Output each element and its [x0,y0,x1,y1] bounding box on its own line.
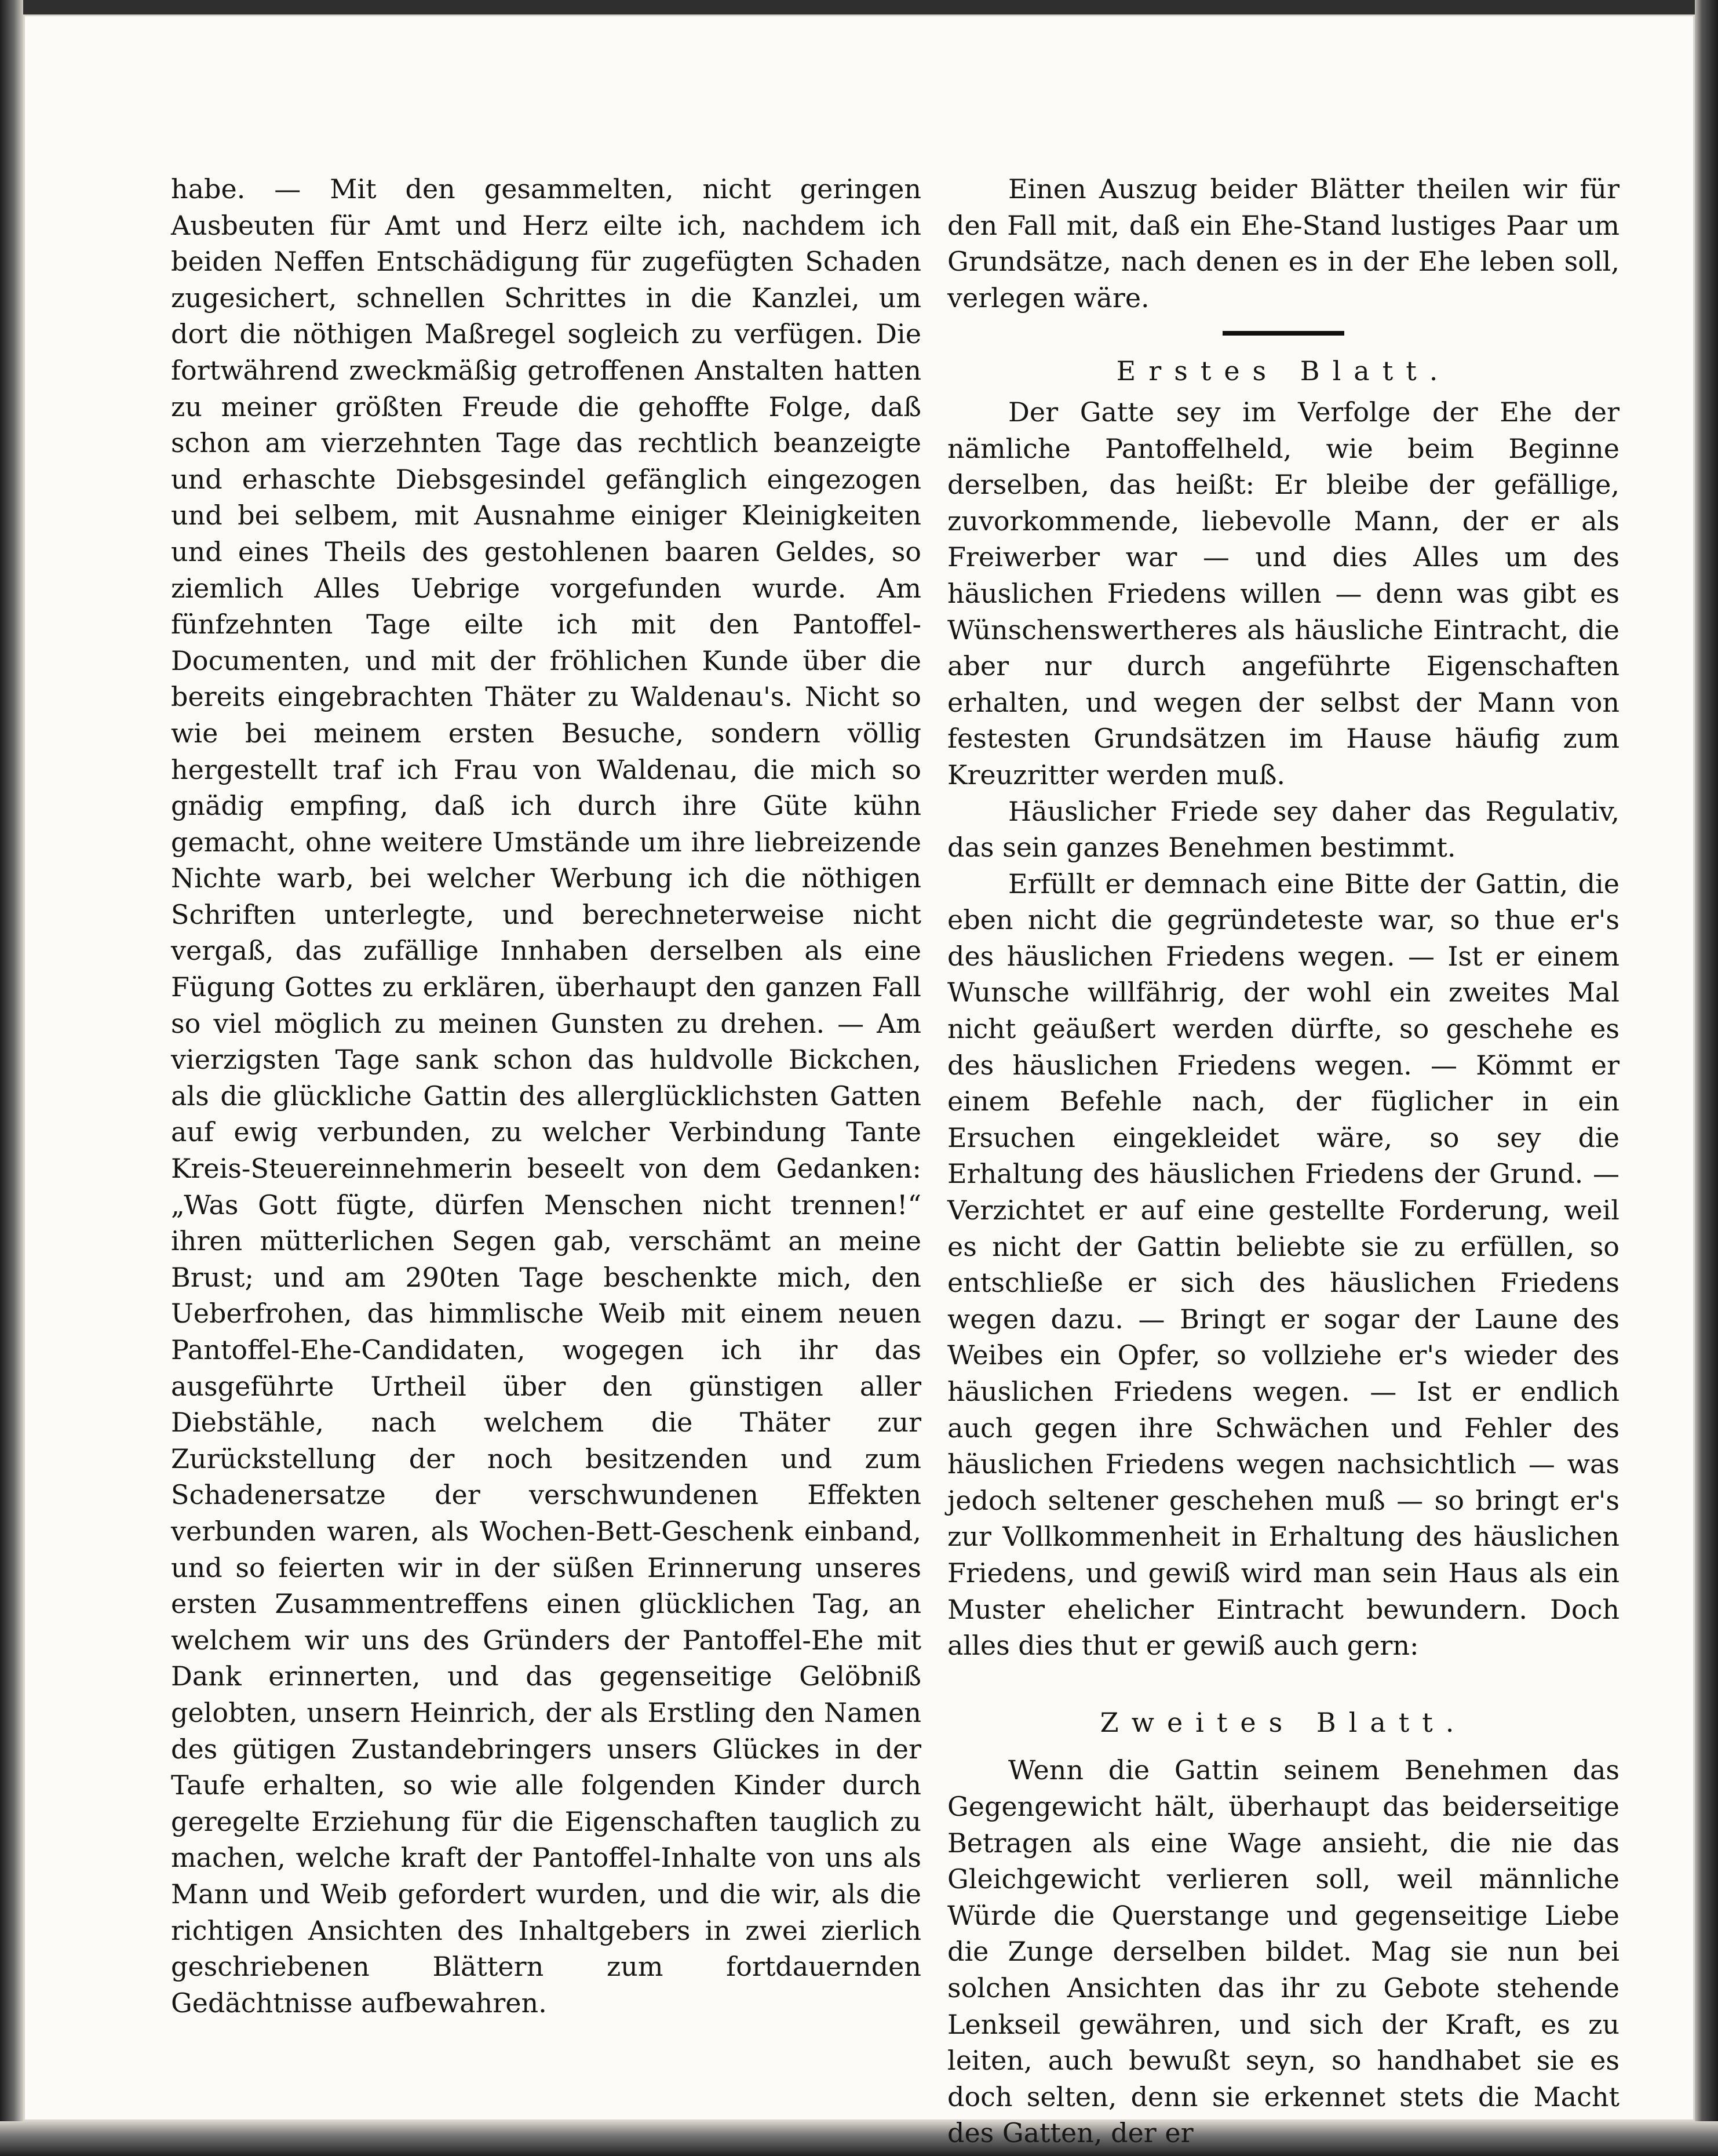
left-binding-edge [0,0,23,2156]
right-text-column [947,171,1619,2151]
paragraph-3: Erfüllt er demnach eine Bitte der Gattin, die eben nicht die gegründeteste war, so thue er's des häuslichen Friedens wegen. — Ist er einem Wunsche willfährig, der wohl ein zweites Mal nicht geäußert werden dürfte, so geschehe es des häuslichen Friedens wegen. — Kömmt er einem Befehle nach, der füglicher in ein Ersuchen eingekleidet wäre, so sey die Erhaltung des häuslichen Friedens der Grund. — Verzichtet er auf eine gestellte Forderung, weil es nicht der Gattin beliebte sie zu erfüllen, so entschließe er sich des häuslichen Friedens wegen dazu. — Bringt er sogar der Laune des Weibes ein Opfer, so vollziehe er's wieder des häuslichen Friedens wegen. — Ist er endlich auch gegen ihre Schwächen und Fehler des häuslichen Friedens wegen nachsichtlich — was jedoch seltener geschehen muß — so bringt er's zur Vollkommenheit in Erhaltung des häuslichen Friedens, und gewiß wird man sein Haus als ein Muster ehelicher Eintracht bewundern. Doch alles dies thut er gewiß auch gern: [947,868,1619,1662]
paragraph-2: Häuslicher Friede sey daher das Regulativ, das sein ganzes Benehmen bestimmt. [947,795,1619,864]
intro-paragraph: Einen Auszug beider Blätter theilen wir für den Fall mit, daß ein Ehe-Stand lustiges Paar um Grundsätze, nach denen es in der Ehe leben soll, verlegen wäre. [947,173,1619,314]
left-paragraph: habe. — Mit den gesammelten, nicht geringen Ausbeuten für Amt und Herz eilte ich, nachdem ich beiden Neffen Entschädigung für zugefügten Schaden zugesichert, schnellen Schrittes in die Kanzlei, um dort die nöthigen Maßregel sogleich zu verfügen. Die fortwährend zweckmäßig getroffenen Anstalten hatten zu meiner größten Freude die gehoffte Folge, daß schon am vierzehnten Tage das rechtlich beanzeigte und erhaschte Diebsgesindel gefänglich eingezogen und bei selbem, mit Ausnahme einiger Kleinigkeiten und eines Theils des gestohlenen baaren Geldes, so ziemlich Alles Uebrige vorgefunden wurde. Am fünfzehnten Tage eilte ich mit den Pantoffel-Documenten, und mit der fröhlichen Kunde über die bereits eingebrachten Thäter zu Waldenau's. Nicht so wie bei meinem ersten Besuche, sondern völlig hergestellt traf ich Frau von Waldenau, die mich so gnädig empfing, daß ich durch ihre Güte kühn gemacht, ohne weitere Umstände um ihre liebreizende Nichte warb, bei welcher Werbung ich die nöthigen Schriften unterlegte, und berechneterweise nicht vergaß, das zufällige Innhaben derselben als eine Fügung Gottes zu erklären, überhaupt den ganzen Fall so viel möglich zu meinen Gunsten zu drehen. — Am vierzigsten Tage sank schon das huldvolle Bickchen, als die glückliche Gattin des allerglücklichsten Gatten auf ewig verbunden, zu welcher Verbindung Tante Kreis-Steuereinnehmerin beseelt von dem Gedanken: „Was Gott fügte, dürfen Menschen nicht trennen!“ ihren mütterlichen Segen gab, verschämt an meine Brust; und am 290ten Tage beschenkte mich, den Ueberfrohen, das himmlische Weib mit einem neuen Pantoffel-Ehe-Candidaten, wogegen ich ihr das ausgeführte Urtheil über den günstigen aller Diebstähle, nach welchem die Thäter zur Zurückstellung der noch besitzenden und zum Schadenersatze der verschwundenen Effekten verbunden waren, als Wochen-Bett-Geschenk einband, und so feierten wir in der süßen Erinnerung unseres ersten Zusammentreffens einen glücklichen Tag, an welchem wir uns des Gründers der Pantoffel-Ehe mit Dank erinnerten, und das gegenseitige Gelöbniß gelobten, unsern Heinrich, der als Erstling den Namen des gütigen Zustandebringers unsers Glückes in der Taufe erhalten, so wie alle folgenden Kinder durch geregelte Erziehung für die Eigenschaften tauglich zu machen, welche kraft der Pantoffel-Inhalte von uns als Mann und Weib gefordert wurden, und die wir, als die richtigen Ansichten des Inhaltgebers in zwei zierlich geschriebenen Blättern zum fortdauernden Gedächtnisse aufbewahren. [171,173,921,2019]
paragraph-1: Der Gatte sey im Verfolge der Ehe der nämliche Pantoffelheld, wie beim Beginne derselben, das heißt: Er bleibe der gefällige, zuvorkommende, liebevolle Mann, der er als Freiwerber war — und dies Alles um des häuslichen Friedens willen — denn was gibt es Wünschenswertheres als häusliche Eintracht, die aber nur durch angeführte Eigenschaften erhalten, und wegen der selbst der Mann von festesten Grundsätzen im Hause häufig zum Kreuzritter werden muß. [947,396,1619,791]
heading-zweites-blatt: Zweites Blatt. [1100,1706,1467,1738]
section-divider [1223,331,1344,336]
heading-erstes-blatt: Erstes Blatt. [1116,355,1451,387]
right-page-edge [1695,0,1718,2156]
left-text-column [171,171,921,2021]
paragraph-4: Wenn die Gattin seinem Benehmen das Gegengewicht hält, überhaupt das beiderseitige Betragen als eine Wage ansieht, die nie das Gleichgewicht verlieren soll, weil männliche Würde die Querstange und gegenseitige Liebe die Zunge derselben bildet. Mag sie nun bei solchen Ansichten das ihr zu Gebote stehende Lenkseil gewähren, und sich der Kraft, es zu leiten, auch bewußt seyn, so handhabet sie es doch selten, denn sie erkennet stets die Macht des Gatten, der er [947,1754,1619,2149]
